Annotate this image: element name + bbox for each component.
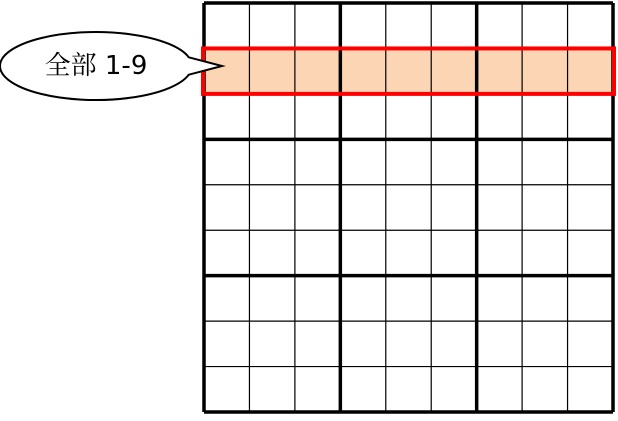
callout-bubble (0, 32, 222, 100)
highlight-layer (204, 48, 613, 93)
highlighted-row-fill (204, 48, 613, 93)
callout-label: 全部 1-9 (44, 51, 148, 81)
